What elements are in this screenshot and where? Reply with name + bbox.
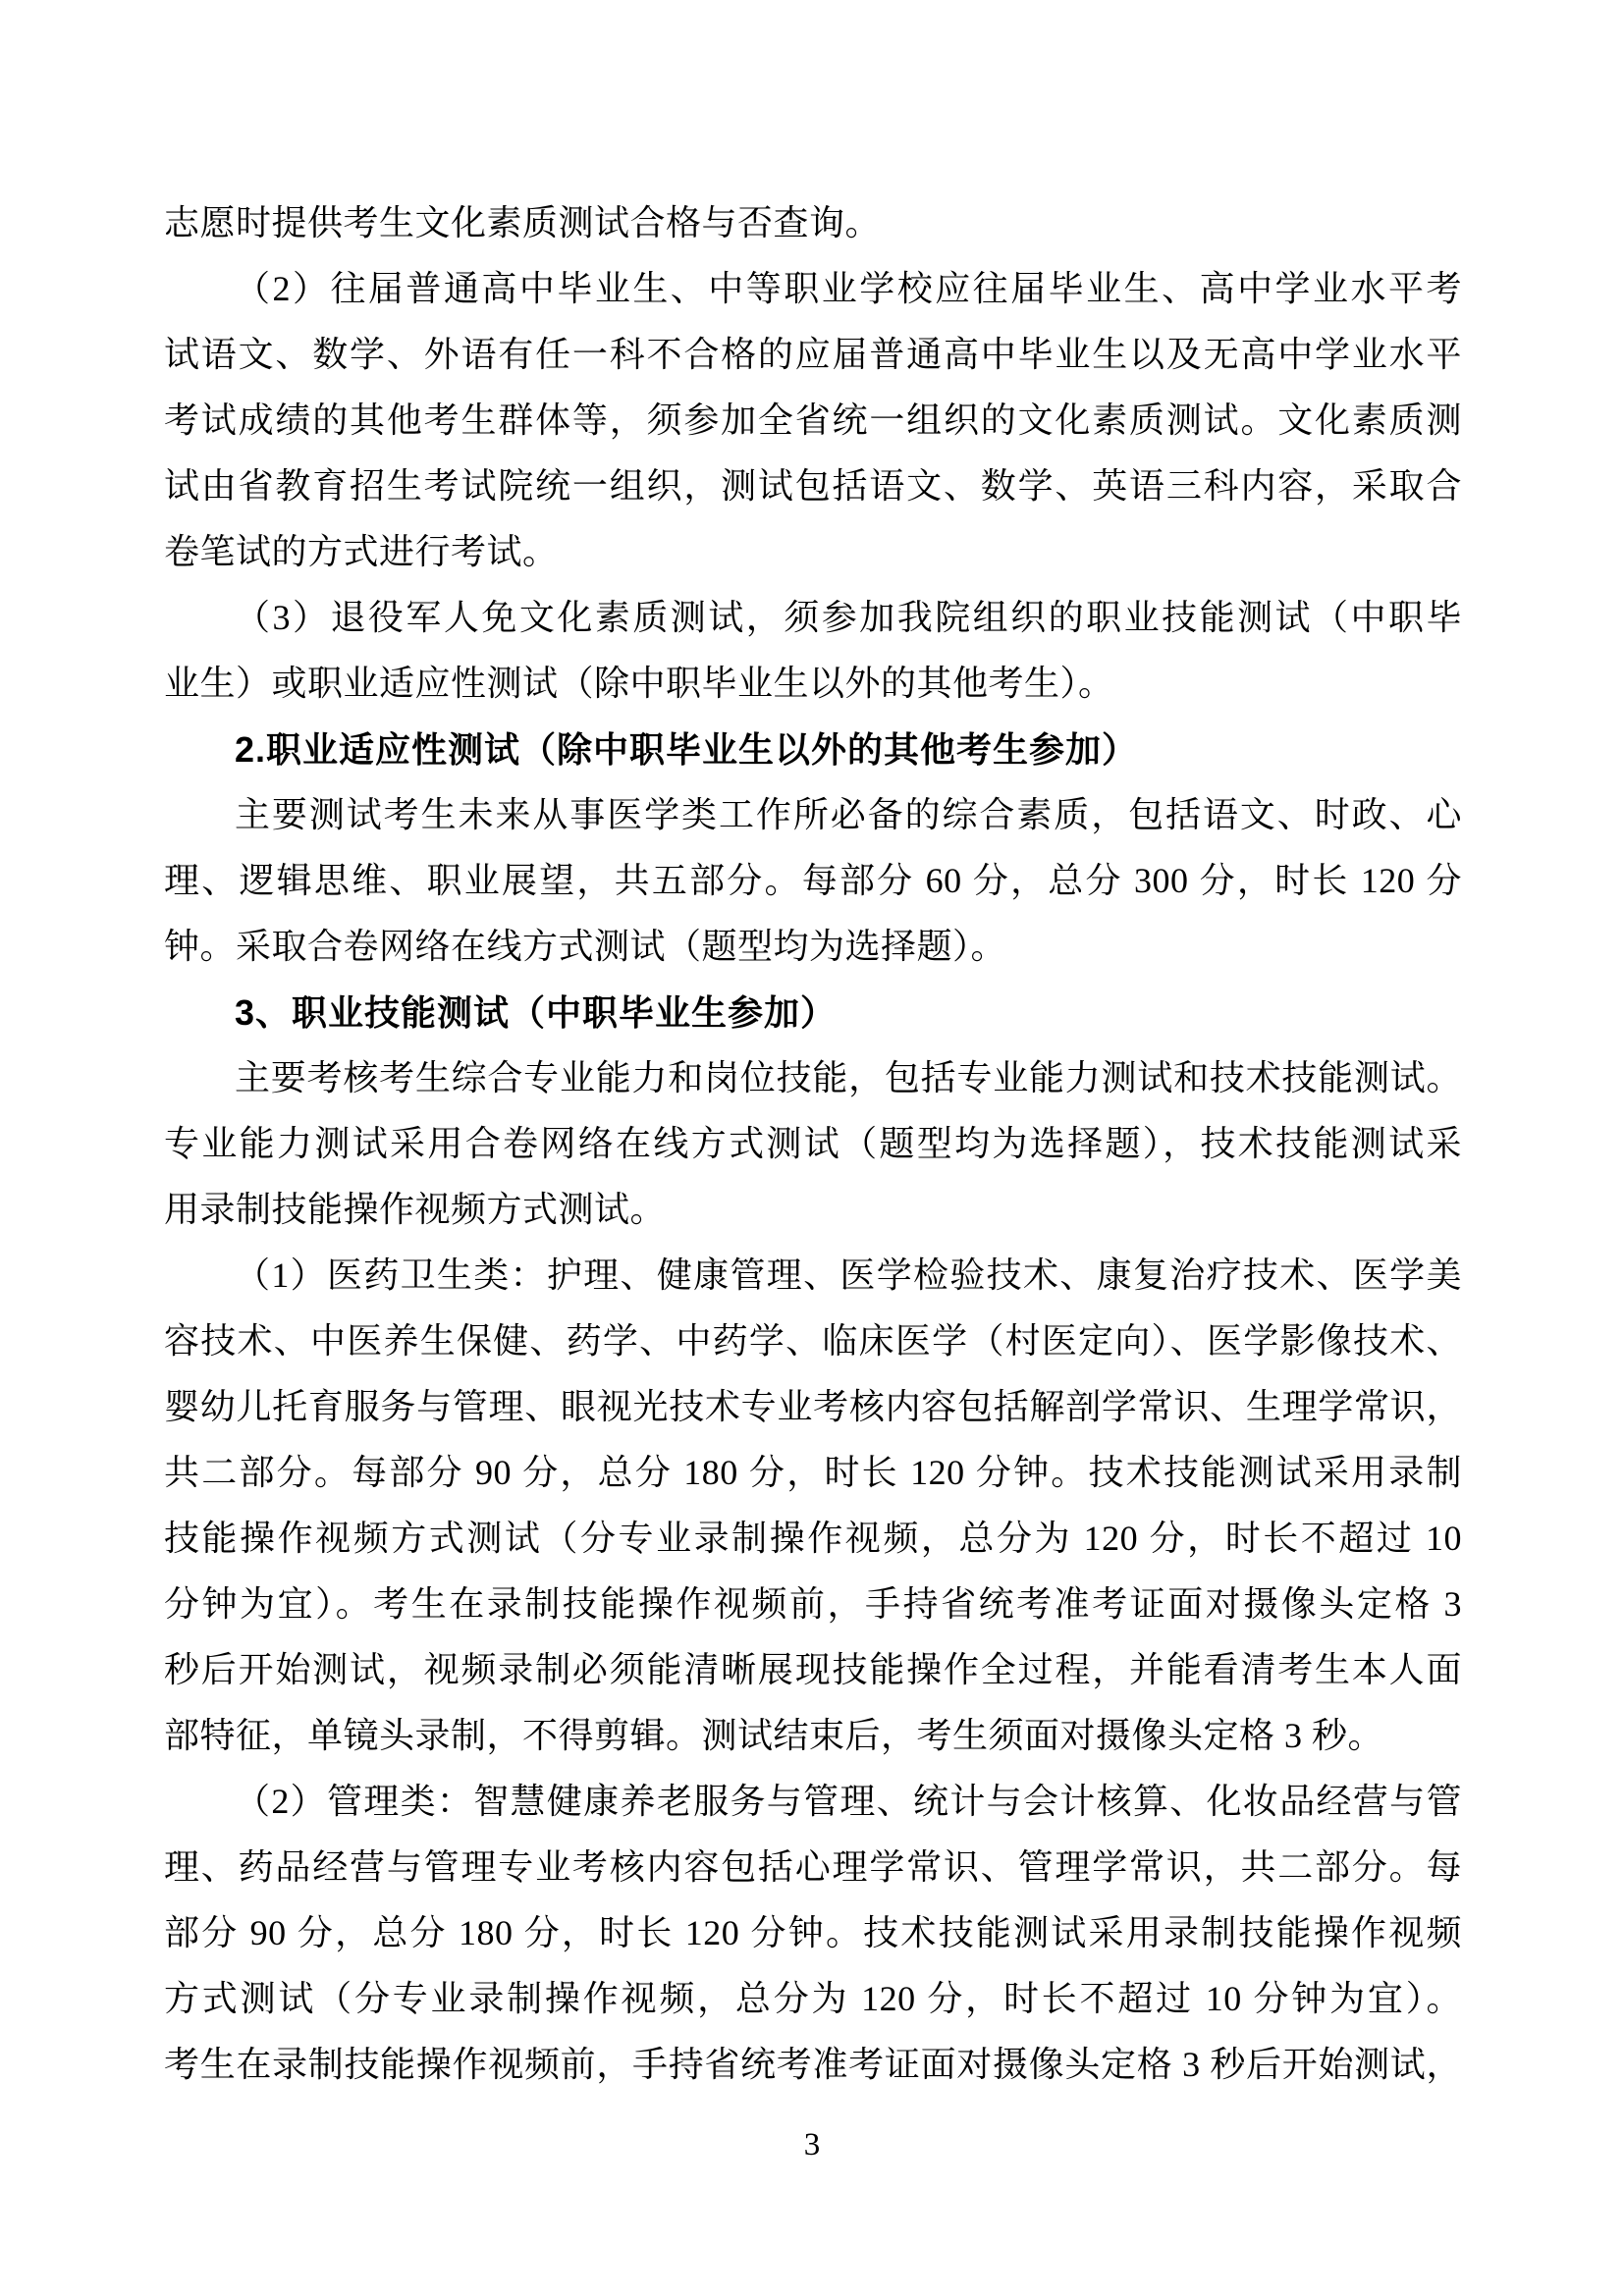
text-line: 技能操作视频方式测试（分专业录制操作视频，总分为 120 分，时长不超过 10	[164, 1519, 1462, 1558]
text-line: 主要测试考生未来从事医学类工作所必备的综合素质，包括语文、时政、心	[235, 795, 1462, 834]
text-line: 方式测试（分专业录制操作视频，总分为 120 分，时长不超过 10 分钟为宜）。	[164, 1979, 1462, 2018]
body-text	[164, 190, 1462, 2098]
text-line: 部特征，单镜头录制，不得剪辑。测试结束后，考生须面对摄像头定格 3 秒。	[164, 1716, 1384, 1755]
text-line: 志愿时提供考生文化素质测试合格与否查询。	[164, 203, 882, 242]
text-line: 业生）或职业适应性测试（除中职毕业生以外的其他考生）。	[164, 664, 1114, 703]
text-line: 用录制技能操作视频方式测试。	[164, 1190, 667, 1229]
text-line: 试由省教育招生考试院统一组织，测试包括语文、数学、英语三科内容，采取合	[164, 466, 1462, 506]
text-line: 部分 90 分，总分 180 分，时长 120 分钟。技术技能测试采用录制技能操作视频	[164, 1913, 1462, 1952]
text-line: （2）管理类：智慧健康养老服务与管理、统计与会计核算、化妆品经营与管	[235, 1782, 1462, 1821]
section-heading: 3、职业技能测试（中职毕业生参加）	[235, 992, 838, 1033]
text-line: 试语文、数学、外语有任一科不合格的应届普通高中毕业生以及无高中学业水平	[164, 335, 1462, 374]
text-line: 理、逻辑思维、职业展望，共五部分。每部分 60 分，总分 300 分，时长 120 分	[164, 861, 1462, 900]
text-line: 理、药品经营与管理专业考核内容包括心理学常识、管理学常识，共二部分。每	[164, 1847, 1462, 1887]
text-line: 考生在录制技能操作视频前，手持省统考准考证面对摄像头定格 3 秒后开始测试，	[164, 2045, 1462, 2084]
text-line: 主要考核考生综合专业能力和岗位技能，包括专业能力测试和技术技能测试。	[235, 1058, 1462, 1097]
page-number: 3	[803, 2127, 821, 2163]
text-line: 分钟为宜）。考生在录制技能操作视频前，手持省统考准考证面对摄像头定格 3	[164, 1584, 1462, 1624]
text-line: 共二部分。每部分 90 分，总分 180 分，时长 120 分钟。技术技能测试采用录制	[164, 1453, 1462, 1492]
text-line: 卷笔试的方式进行考试。	[164, 532, 559, 571]
text-line: 婴幼儿托育服务与管理、眼视光技术专业考核内容包括解剖学常识、生理学常识，	[164, 1387, 1462, 1426]
section-heading: 2.职业适应性测试（除中职毕业生以外的其他考生参加）	[235, 729, 1139, 770]
text-line: 容技术、中医养生保健、药学、中药学、临床医学（村医定向）、医学影像技术、	[164, 1321, 1462, 1361]
text-line: （3）退役军人免文化素质测试，须参加我院组织的职业技能测试（中职毕	[235, 598, 1462, 637]
text-line: 秒后开始测试，视频录制必须能清晰展现技能操作全过程，并能看清考生本人面	[164, 1650, 1462, 1689]
text-line: 专业能力测试采用合卷网络在线方式测试（题型均为选择题），技术技能测试采	[164, 1124, 1462, 1163]
text-line: （2）往届普通高中毕业生、中等职业学校应往届毕业生、高中学业水平考	[235, 269, 1462, 308]
text-line: 钟。采取合卷网络在线方式测试（题型均为选择题）。	[164, 927, 1007, 966]
text-line: （1）医药卫生类：护理、健康管理、医学检验技术、康复治疗技术、医学美	[235, 1255, 1462, 1295]
text-line: 考试成绩的其他考生群体等，须参加全省统一组织的文化素质测试。文化素质测	[164, 400, 1462, 440]
